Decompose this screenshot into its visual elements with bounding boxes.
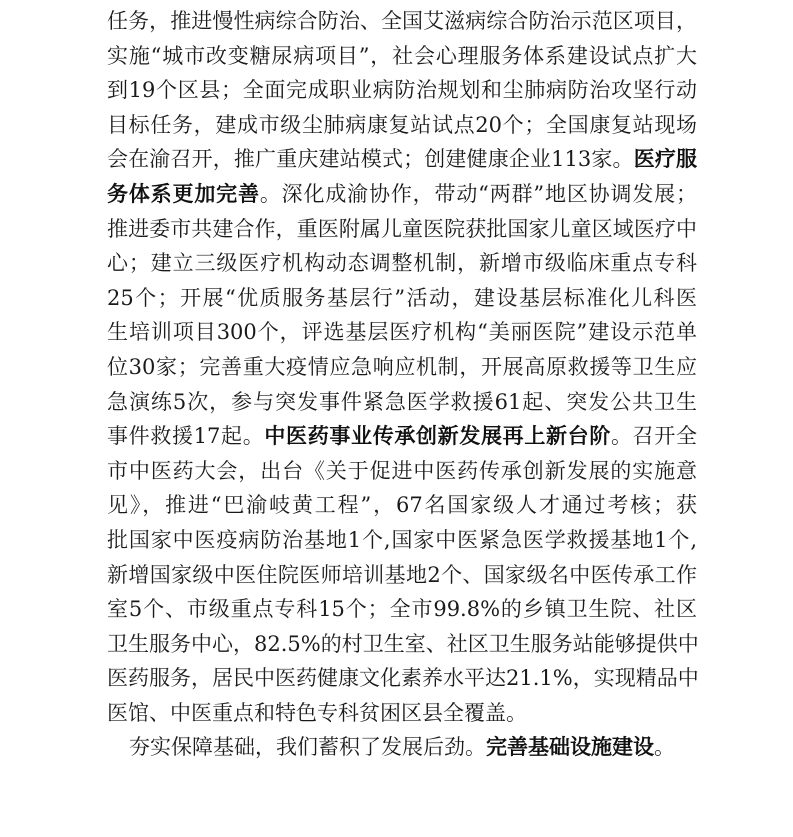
- text-line: [107, 350, 697, 385]
- text-line: [107, 696, 697, 731]
- text-segment: 市中医药大会，出台《关于促进中医药传承创新发展的实施意: [107, 458, 697, 483]
- text-line: [107, 523, 697, 558]
- bold-heading-phrase: 完善基础设施建设: [486, 735, 654, 760]
- text-segment: 夯实保障基础，我们蓄积了发展后劲。: [87, 735, 486, 760]
- text-line: [107, 281, 697, 316]
- text-line: [107, 592, 697, 627]
- text-segment: 。: [654, 735, 675, 760]
- text-segment: 到19个区县；全面完成职业病防治规划和尘肺病防治攻坚行动: [107, 78, 697, 103]
- text-line: [107, 212, 697, 247]
- text-segment: 位30家；完善重大疫情应急响应机制，开展高原救援等卫生应: [107, 354, 697, 379]
- text-segment: 新增国家级中医住院医师培训基地2个、国家级名中医传承工作: [107, 562, 697, 587]
- text-segment: 。深化成渝协作，带动“两群”地区协调发展；: [259, 181, 697, 206]
- bold-heading-phrase: 中医药事业传承创新发展再上新台阶: [264, 424, 611, 449]
- text-segment: 见》，推进“巴渝岐黄工程”，67名国家级人才通过考核；获: [107, 493, 697, 518]
- text-segment: 生培训项目300个，评选基层医疗机构“美丽医院”建设示范单: [107, 320, 697, 345]
- text-segment: 会在渝召开，推广重庆建站模式；创建健康企业113家。: [107, 147, 634, 172]
- text-segment: 事件救援17起。: [107, 424, 265, 449]
- text-segment: 25个；开展“优质服务基层行”活动，建设基层标准化儿科医: [107, 285, 697, 310]
- text-line: [107, 385, 697, 420]
- bold-heading-phrase: 医疗服: [633, 147, 697, 172]
- text-line: [107, 39, 697, 74]
- text-line: [107, 246, 697, 281]
- text-line: [107, 558, 697, 593]
- text-line: [107, 142, 697, 177]
- text-segment: 心；建立三级医疗机构动态调整机制，新增市级临床重点专科: [107, 251, 697, 276]
- text-line: [107, 73, 697, 108]
- body-text: [87, 4, 699, 765]
- text-segment: 室5个、市级重点专科15个；全市99.8%的乡镇卫生院、社区: [107, 597, 697, 622]
- text-segment: 急演练5次，参与突发事件紧急医学救援61起、突发公共卫生: [107, 389, 697, 414]
- text-line: [107, 108, 697, 143]
- text-line: [107, 627, 697, 662]
- text-segment: 。召开全: [611, 424, 697, 449]
- text-line: [107, 661, 697, 696]
- text-line: [107, 454, 697, 489]
- text-line: [107, 315, 697, 350]
- text-segment: 卫生服务中心，82.5%的村卫生室、社区卫生服务站能够提供中: [107, 631, 699, 656]
- bold-heading-phrase: 务体系更加完善: [107, 181, 260, 206]
- text-line: [107, 419, 697, 454]
- text-segment: 推进委市共建合作，重医附属儿童医院获批国家儿童区域医疗中: [107, 216, 697, 241]
- text-line: [87, 730, 697, 765]
- text-segment: 医药服务，居民中医药健康文化素养水平达21.1%，实现精品中: [107, 666, 699, 691]
- text-segment: 任务，推进慢性病综合防治、全国艾滋病综合防治示范区项目，: [107, 9, 697, 33]
- text-segment: 目标任务，建成市级尘肺病康复站试点20个；全国康复站现场: [107, 112, 697, 137]
- text-line: [107, 177, 697, 212]
- text-segment: 批国家中医疫病防治基地1个,国家中医紧急医学救援基地1个,: [107, 527, 697, 552]
- text-line: [107, 488, 697, 523]
- text-segment: 医馆、中医重点和特色专科贫困区县全覆盖。: [107, 700, 527, 725]
- text-line: [107, 4, 697, 39]
- text-segment: 实施“城市改变糖尿病项目”，社会心理服务体系建设试点扩大: [107, 43, 697, 68]
